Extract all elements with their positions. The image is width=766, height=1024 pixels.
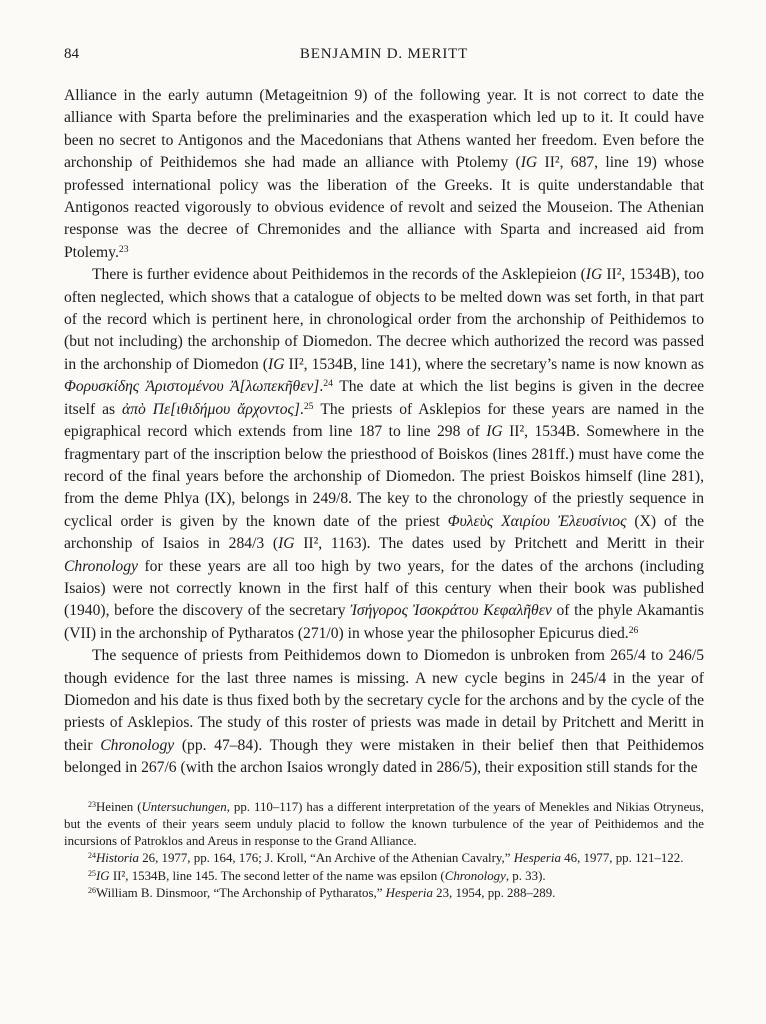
italic-run: Hesperia: [513, 851, 561, 866]
footnotes: [64, 799, 704, 903]
italic-run: Chronology: [64, 557, 138, 575]
text-run: II², 1534B. Somewhere in the fragmentary part of the inscription below the priesthood of Boiskos (lines 281ff.) must have come the record of the final years before the archonship of Diomedon. The priest Boiskos himself (line 281), from the deme Phlya (IX), belongs in 249/8. The key to the chronology of the priestly sequence in cyclical order is given by the known date of the priest: [64, 423, 704, 530]
italic-run: IG: [486, 423, 503, 441]
footnote-ref: 24: [88, 851, 96, 861]
paragraph: [64, 645, 704, 779]
italic-run: IG: [268, 355, 285, 373]
footnote-ref: 24: [323, 378, 333, 390]
italic-run: Φορυσκίδης Ἀριστομένου Ἀ[λωπεκῆθεν]: [64, 378, 320, 396]
text-run: Alliance in the early autumn (Metageitnion 9) of the following year. It is not correct to date the alliance with Sparta before the preliminaries and the exasperation which led up to it. It could have been no secret to Antigonos and the Macedonians that Athens wanted her freedom. Even before the archonship of Peithidemos she had made an alliance with Ptolemy (: [64, 87, 704, 172]
running-head: [64, 46, 704, 63]
text-run: II², 1534B), too often neglected, which shows that a catalogue of objects to be melted down was set forth, in that part of the record which is pertinent here, in chronological order from the archonship of Peithidemos to (but not including) the archonship of Diomedon. The decree which authorized the record was passed in the archonship of Diomedon (: [64, 266, 704, 373]
text-run: (X) of the archonship of Isaios in 284/3 (: [64, 512, 704, 553]
italic-run: Hesperia: [385, 886, 433, 901]
text-run: There is further evidence about Peithidemos in the records of the Asklepieion (: [92, 266, 586, 284]
footnote-ref: 25: [303, 400, 314, 412]
paragraph: [64, 264, 704, 645]
text-run: William B. Dinsmoor, “The Archonship of Pytharatos,”: [95, 886, 386, 901]
italic-run: Φυλεὺς Χαιρίου Ἐλευσίνιος: [447, 512, 627, 530]
body-text: [64, 85, 704, 780]
italic-run: IG: [95, 868, 110, 883]
italic-run: Chronology: [100, 736, 175, 754]
text-run: 46, 1977, pp. 121–122.: [560, 851, 684, 866]
footnote-ref: 25: [88, 868, 96, 878]
footnote-ref: 26: [88, 886, 96, 896]
text-run: , pp. 110–117) has a different interpretation of the years of Menekles and Nikias Otryneus, but the events of their years seem unduly placid to follow the known turbulence of the year of Peithidemos and the incursions of Patroklos and Areus in response to the Grand Alliance.: [64, 799, 704, 849]
italic-run: IG: [520, 154, 538, 172]
running-head-author: BENJAMIN D. MERITT: [299, 46, 469, 62]
text-run: 26, 1977, pp. 164, 176; J. Kroll, “An Archive of the Athenian Cavalry,”: [138, 851, 514, 866]
footnote-ref: 23: [118, 244, 129, 256]
italic-run: Historia: [95, 851, 139, 866]
text-run: 23, 1954, pp. 288–289.: [432, 886, 556, 901]
italic-run: IG: [278, 535, 295, 553]
text-run: II², 1534B, line 141), where the secretary’s name is now known as: [284, 355, 705, 373]
page-number: 84: [64, 46, 79, 62]
italic-run: Untersuchungen: [141, 799, 227, 814]
text-run: (pp. 47–84). Though they were mistaken in their belief then that Peithidemos belonged in 267/6 (with the archon Isaios wrongly dated in 286/5), their exposition still stands for the: [64, 736, 704, 777]
italic-run: Chronology: [444, 868, 506, 883]
footnote: [64, 868, 704, 885]
text-run: II², 1534B, line 145. The second letter of the name was epsilon (: [109, 868, 445, 883]
italic-run: ἀπὸ Πε[ιθιδήμου ἄρχοντος]: [122, 400, 300, 418]
footnote: [64, 850, 704, 867]
footnote: [64, 799, 704, 851]
footnote: [64, 885, 704, 902]
text-run: The sequence of priests from Peithidemos down to Diomedon is unbroken from 265/4 to 246/5 though evidence for the last three names is missing. A new cycle begins in 245/4 in the year of Diomedon and his date is thus fixed both by the secretary cycle for the archons and by the cycle of the priests of Asklepios. The study of this roster of priests was made in detail by Pritchett and Meritt in their: [64, 647, 704, 754]
text-run: The priests of Asklepios for these years are named in the epigraphical record which extends from line 187 to line 298 of: [64, 400, 704, 441]
text-run: II², 687, line 19) whose professed international policy was the liberation of the Greeks. It is quite understandable that Antigonos reacted vigorously to obvious evidence of revolt and seized the Mouseion. The Athenian response was the decree of Chremonides and the alliance with Sparta and increased aid from Ptolemy.: [64, 154, 704, 261]
footnote-ref: 26: [628, 624, 639, 636]
italic-run: IG: [585, 266, 603, 284]
text-run: , p. 33).: [505, 868, 546, 883]
text-run: for these years are all too high by two years, for the dates of the archons (including Isaios) were not correctly known in the first half of this century when their book was published (1940), before the discovery of the secretary: [64, 557, 704, 620]
paragraph: [64, 85, 704, 264]
text-run: .: [299, 400, 304, 418]
text-run: The date at which the list begins is given in the decree itself as: [64, 378, 705, 418]
text-run: .: [319, 378, 324, 396]
italic-run: Ἰσήγορος Ἰσοκράτου Κεφαλῆθεν: [350, 602, 552, 620]
text-run: II², 1163). The dates used by Pritchett and Meritt in their: [294, 535, 704, 553]
text-run: of the phyle Akamantis (VII) in the archonship of Pytharatos (271/0) in whose year the philosopher Epicurus died.: [64, 602, 704, 642]
text-run: Heinen (: [95, 799, 142, 814]
footnote-ref: 23: [88, 799, 96, 809]
